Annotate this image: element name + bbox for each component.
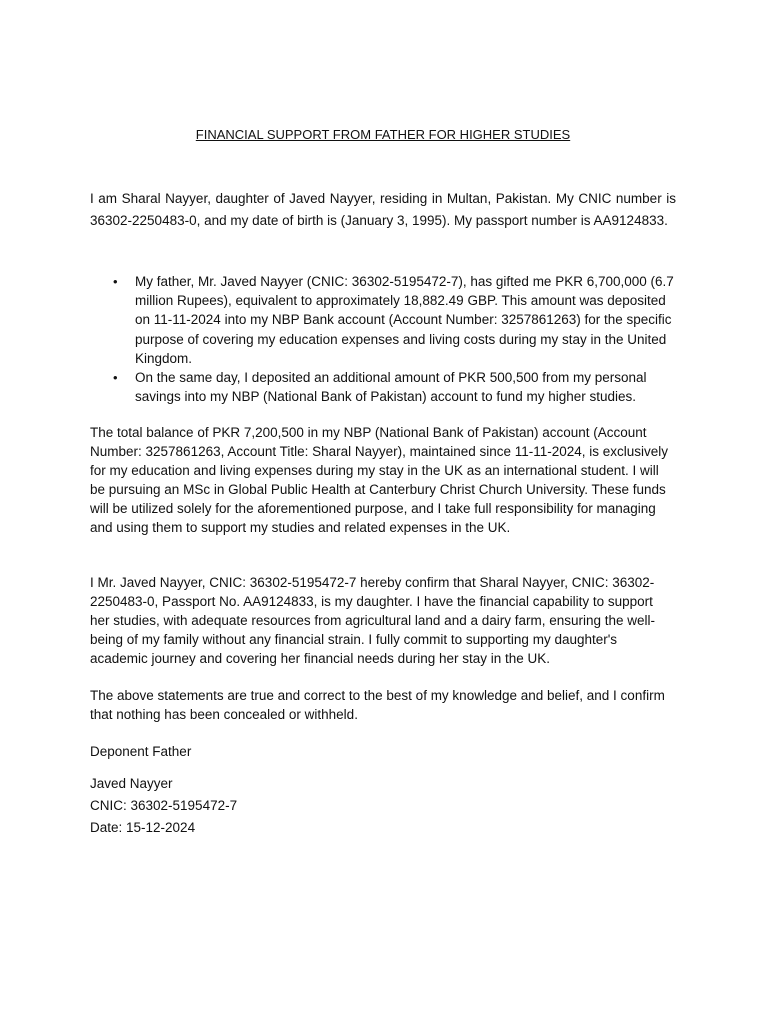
signature-date: Date: 15-12-2024 <box>90 820 196 835</box>
bullet-icon: • <box>113 370 118 386</box>
declaration-paragraph: The above statements are true and correct to the best of my knowledge and belief, and I confirm that nothing has been concealed or withheld. <box>90 688 665 722</box>
list-item <box>90 368 676 406</box>
bullet-text: My father, Mr. Javed Nayyer (CNIC: 36302-5195472-7), has gifted me PKR 6,700,000 (6.7 million Rupees), equivalent to approximately 18,882.49 GBP. This amount was deposited on 11-11-2024 into my NBP Bank account (Account Number: 3257861263) for the specific purpose of covering my education expenses and living costs during my stay in the United Kingdom. <box>135 274 674 366</box>
bullet-list <box>90 272 676 406</box>
list-item <box>90 272 676 368</box>
bullet-icon: • <box>113 274 118 289</box>
balance-paragraph: The total balance of PKR 7,200,500 in my NBP (National Bank of Pakistan) account (Account Number: 3257861263, Account Title: Sharal Nayyer), maintained since 11-11-2024, is exclusively for my education and living expenses during my stay in the UK as an international student. I will be pursuing an MSc in Global Public Health at Canterbury Christ Church University. These funds will be utilized solely for the aforementioned purpose, and I take full responsibility for managing and using them to support my studies and related expenses in the UK. <box>90 425 669 535</box>
father-confirmation-paragraph: I Mr. Javed Nayyer, CNIC: 36302-5195472-7 hereby confirm that Sharal Nayyer, CNIC: 36302-2250483-0, Passport No. AA9124833, is my daughter. I have the financial capability to support her studies, with adequate resources from agricultural land and a dairy farm, ensuring the well-being of my family without any financial strain. I fully commit to supporting my daughter's academic journey and covering her financial needs during her stay in the UK. <box>90 575 656 666</box>
bullet-text: On the same day, I deposited an additional amount of PKR 500,500 from my personal savings into my NBP (National Bank of Pakistan) account to fund my higher studies. <box>135 370 647 405</box>
signature-cnic: CNIC: 36302-5195472-7 <box>90 798 238 813</box>
signature-name: Javed Nayyer <box>90 776 173 791</box>
document-title: FINANCIAL SUPPORT FROM FATHER FOR HIGHER STUDIES <box>195 127 571 142</box>
intro-paragraph: I am Sharal Nayyer, daughter of Javed Nayyer, residing in Multan, Pakistan. My CNIC number is 36302-2250483-0, and my date of birth is (January 3, 1995). My passport number is AA9124833. <box>90 191 676 228</box>
signature-heading: Deponent Father <box>90 744 192 759</box>
